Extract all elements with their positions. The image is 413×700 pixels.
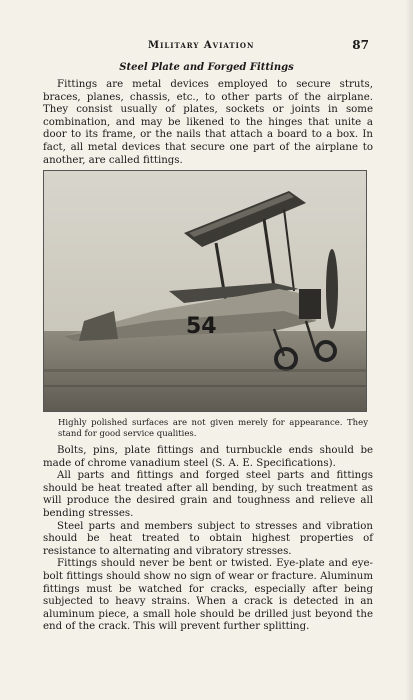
fuselage-number: 54 xyxy=(186,314,217,339)
paragraph: Bolts, pins, plate fittings and turnbuckle ends should be made of chrome vanadium steel (S. A. E. Specifications). xyxy=(43,445,373,469)
body-paragraphs xyxy=(43,445,373,634)
section-title: Steel Plate and Forged Fittings xyxy=(119,62,294,73)
biplane-illustration xyxy=(44,171,366,411)
figure-caption: Highly polished surfaces are not given merely for appearance. They stand for good service qualities. xyxy=(58,418,368,439)
page-number: 87 xyxy=(352,38,369,52)
page-edge-shadow xyxy=(405,0,413,700)
paragraph: Steel parts and members subject to stresses and vibration should be heat treated to obtain highest properties of resistance to alternating and vibratory stresses. xyxy=(43,520,373,557)
intro-paragraphs xyxy=(43,79,373,167)
running-title: Military Aviation xyxy=(148,40,255,51)
paragraph: Fittings should never be bent or twisted. Eye-plate and eye-bolt fittings should show no sign of wear or fracture. Aluminum fittings must be watched for cracks, especially after being subjected to heavy strains. When a crack is detected in an aluminum piece, a small hole should be drilled just beyond the end of the crack. This will prevent further splitting. xyxy=(43,558,373,633)
paragraph: All parts and fittings and forged steel parts and fittings should be heat treated after all bending, by such treatment as will produce the desired grain and toughness and relieve all bending stresses. xyxy=(43,470,373,519)
biplane-photo xyxy=(43,170,367,412)
propeller xyxy=(326,249,338,329)
paragraph: Fittings are metal devices employed to secure struts, braces, planes, chassis, etc., to other parts of the airplane. They consist usually of plates, sockets or joints in some combination, and may be likened to the hinges that unite a door to its frame, or the nails that attach a board to a box. In fact, all metal devices that secure one part of the airplane to another, are called fittings. xyxy=(43,79,373,166)
